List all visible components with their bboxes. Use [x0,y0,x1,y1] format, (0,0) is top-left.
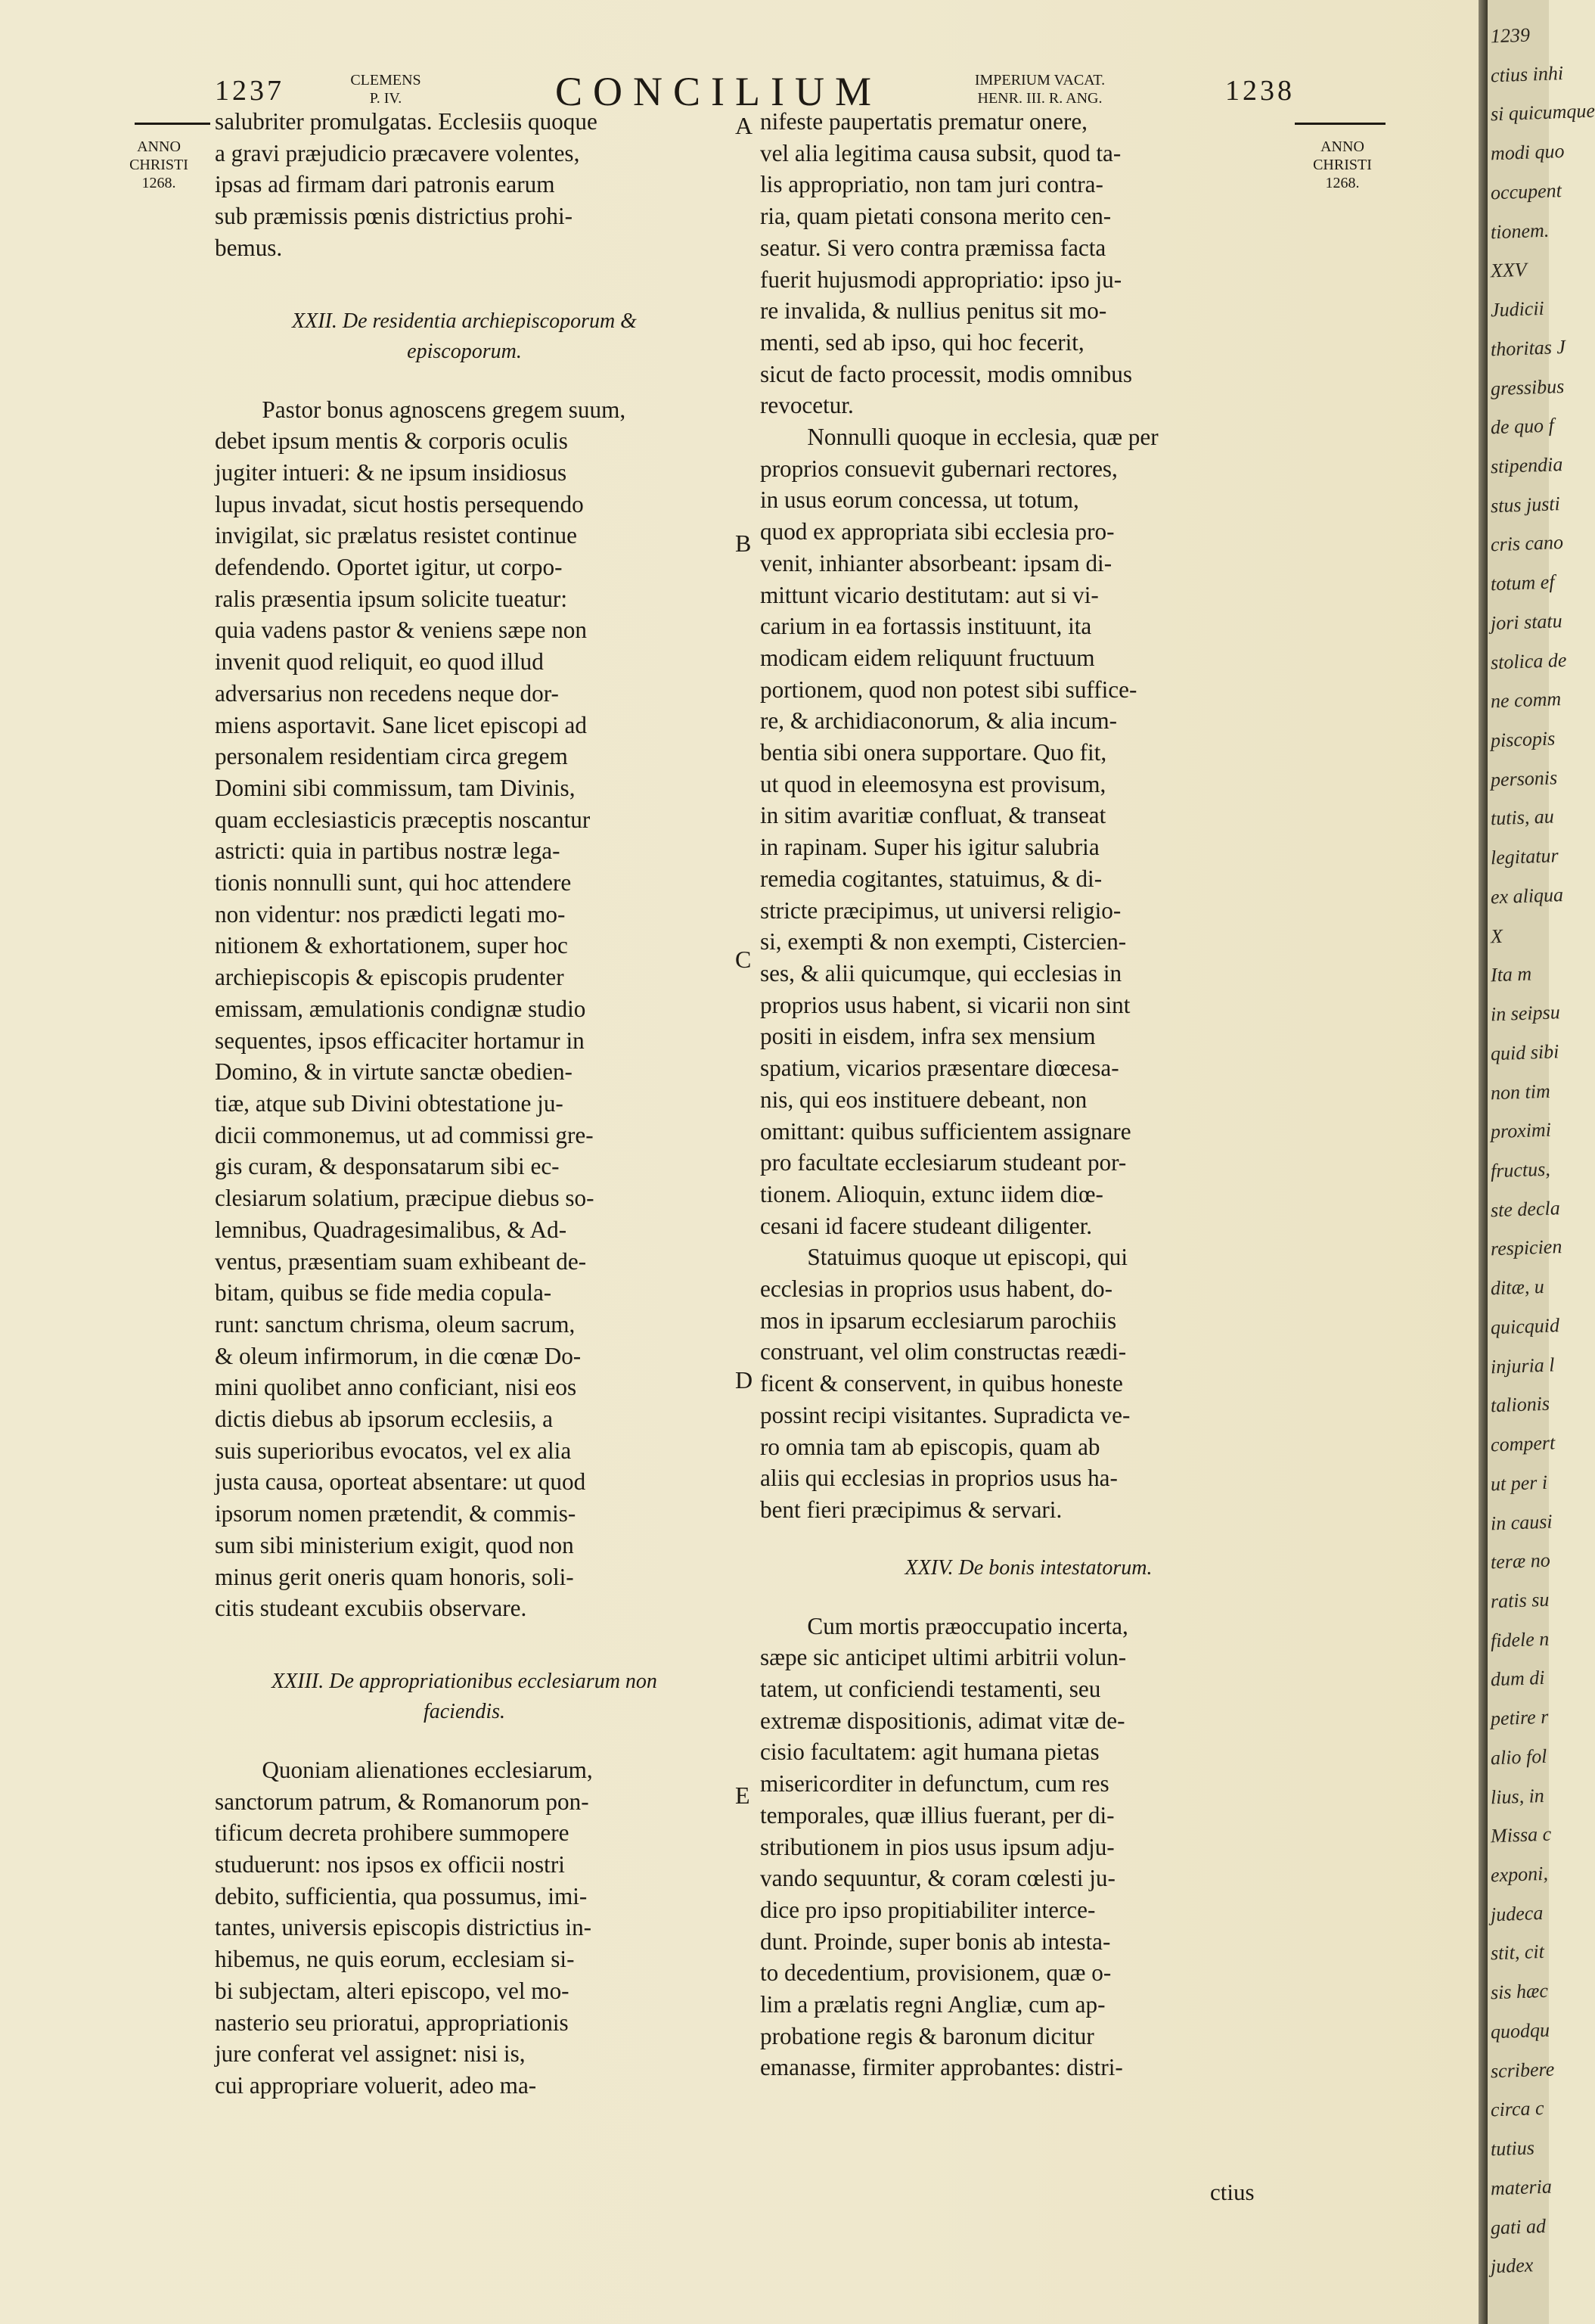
adjacent-page-fragment: stit, cit [1490,1940,1545,1965]
right-paragraph-1: nifeste paupertatis prematur onere, vel alia legitima causa subsit, quod ta- lis appropriatio, non tam juri contra- ria, quam pietati consona merito cen- seatur. Si vero contra præmissa facta fuerit hujusmodi appropriatio: ipso ju- re invalida, & nullius penitus sit mo- menti, sed ab ipso, qui hoc fecerit, sicut de facto processit, modis omnibus revocetur. [760,108,1132,419]
adjacent-page-fragment: exponi, [1490,1862,1549,1887]
section-marker-b: B [735,530,752,557]
adjacent-page-fragment: personis [1490,766,1558,791]
left-paragraph-1: salubriter promulgatas. Ecclesiis quoque a gravi præjudicio præcavere volentes, ipsas ad firmam dari patronis earum sub præmissis pœnis districtius prohi- bemus. [215,108,597,261]
adjacent-page-fragment: sis hæc [1490,1979,1549,2004]
right-margin-rule [1295,123,1386,125]
adjacent-page-fragment: ditæ, u [1490,1275,1545,1300]
adjacent-page-fragment: totum ef [1490,570,1555,595]
adjacent-page-edge [1488,0,1595,2324]
section-marker-a: A [735,112,753,139]
adjacent-page-fragment: stolica de [1490,648,1567,673]
adjacent-page-fragment: respicien [1490,1235,1562,1260]
adjacent-page-fragment: stipendia [1490,452,1563,478]
section-marker-e: E [735,1782,750,1809]
left-column [215,106,714,2102]
right-page-number: 1238 [1225,75,1295,107]
section-marker-d: D [735,1366,753,1393]
adjacent-page-fragment: cris cano [1490,531,1564,556]
right-margin-note [1301,138,1384,192]
pope-name: CLEMENS [350,72,421,89]
adjacent-page-fragment: non tim [1490,1080,1551,1104]
adjacent-page-fragment: ste decla [1490,1196,1561,1222]
page-title: CONCILIUM [555,69,882,114]
adjacent-page-fragment: occupent [1490,179,1562,204]
left-year: 1268. [141,175,176,191]
adjacent-page-fragment: ut per i [1490,1471,1548,1496]
heading-xxii: XXII. De residentia archiepiscoporum & episcoporum. [292,309,637,363]
adjacent-page-fragment: alio fol [1490,1745,1547,1769]
adjacent-page-fragment: jori statu [1490,609,1563,635]
adjacent-page-fragment: petire r [1490,1705,1549,1730]
pope-number: P. IV. [369,90,402,107]
adjacent-page-fragment: piscopis [1490,727,1556,752]
adjacent-page-fragment: Judicii [1490,297,1545,322]
adjacent-page-fragment: stus justi [1490,492,1561,517]
heading-xxiii: XXIII. De appropriationibus ecclesiarum non faciendis. [272,1669,657,1723]
adjacent-page-fragment: circa c [1490,2097,1544,2121]
adjacent-page-fragment: modi quo [1490,140,1565,165]
right-year: 1268. [1325,175,1360,191]
adjacent-page-fragment: quicquid [1490,1314,1560,1339]
adjacent-page-fragment: judex [1490,2254,1534,2278]
adjacent-page-fragment: fructus, [1490,1157,1551,1182]
adjacent-page-fragment: quid sibi [1490,1040,1559,1065]
adjacent-page-fragment: 1239 [1490,23,1531,48]
adjacent-page-fragment: tionem. [1490,219,1550,243]
left-paragraph-2: Pastor bonus agnoscens gregem suum, debet ipsum mentis & corporis oculis jugiter intueri: & ne ipsum insidiosus lupus invadat, sicut hostis persequendo invigilat, sic prælatus resistet continue defendendo. Oportet igitur, ut corpo- ralis præsentia ipsum solicite tueatur: quia vadens pastor & veniens sæpe non invenit quod reliquit, eo quod illud adversarius non recedens neque dor- miens asportavit. Sane licet episcopi ad personalem residentiam circa gregem Domini sibi commissum, tam Divinis, quam ecclesiasticis præceptis noscantur astricti: quia in partibus nostræ lega- tionis nonnulli sunt, qui hoc attendere non videntur: nos prædicti legati mo- nitionem & exhortationem, super hoc archiepiscopis & episcopis prudenter emissam, æmulationis condignæ studio sequentes, ipsos efficaciter hortamur in Domino, & in virtute sanctæ obedien- tiæ, atque sub Divini obtestatione ju- dicii commonemus, ut ad commissi gre- gis curam, & desponsatarum sibi ec- clesiarum solatium, præcipue diebus so- lemnibus, Quadragesimalibus, & Ad- ventus, præsentiam suam exhibeant de- bitam, quibus se fide media copula- runt: sanctum chrisma, oleum sacrum, & oleum infirmorum, in die cœnæ Do- mini quolibet anno conficiant, nisi eos dictis diebus ab ipsorum ecclesiis, a suis superioribus evocatos, vel ex alia justa causa, oporteat absentare: ut quod ipsorum nomen prætendit, & commis- sum sibi ministerium exigit, quod non minus gerit oneris quam honoris, soli- citis studeant excubiis observare. [215,396,626,1622]
adjacent-page-fragment: gressibus [1490,374,1565,399]
adjacent-page-fragment: judeca [1490,1901,1544,1926]
book-gutter [1479,0,1488,2324]
right-paragraph-3: Statuimus quoque ut episcopi, qui ecclesias in proprios usus habent, do- mos in ipsarum ecclesiarum parochiis construant, vel olim constructas reædi- ficent & conservent, in quibus honeste possint recipi visitantes. Supradicta ve- ro omnia tam ab episcopis, quam ab aliis qui ecclesias in proprios usus ha- bent fieri præcipimus & servari. [760,1244,1131,1523]
adjacent-page-fragment: lius, in [1490,1784,1545,1808]
adjacent-page-fragment: tutius [1490,2136,1535,2161]
left-page-number: 1237 [215,75,284,107]
adjacent-page-fragment: ratis su [1490,1588,1550,1613]
right-paragraph-2: Nonnulli quoque in ecclesia, quæ per proprios consuevit gubernari rectores, in usus eorum concessa, ut totum, quod ex appropriata sibi ecclesia pro- venit, inhianter absorbeant: ipsam di- mittunt vicario destitutam: aut si vi- carium in ea fortassis instituunt, ita modicam eidem reliquunt fructuum portionem, quod non potest sibi suffice- re, & archidiaconorum, & alia incum- bentia sibi onera supportare. Quo fit, ut quod in eleemosyna est provisum, in sitim avaritiæ confluat, & transeat in rapinam. Super his igitur salubria remedia cogitantes, statuimus, & di- stricte præcipimus, ut universi religio- si, exempti & non exempti, Cistercien- ses, & alii quicumque, qui ecclesias in proprios usus habent, si vicarii non sint positi in eisdem, infra sex mensium spatium, vicarios præsentare diœcesa- nis, qui eos instituere debeant, non omittant: quibus sufficientem assignare pro facultate ecclesiarum studeant por- tionem. Alioquin, extunc iidem diœ- cesani id facere studeant diligenter. [760,424,1159,1239]
adjacent-page-fragment: ne comm [1490,688,1562,713]
adjacent-page-fragment: ex aliqua [1490,883,1564,909]
adjacent-page-fragment: in causi [1490,1510,1553,1534]
right-column [760,106,1297,2083]
catchword: ctius [1210,2179,1255,2205]
adjacent-page-fragment: tutis, au [1490,805,1555,830]
adjacent-page-fragment: X [1490,924,1503,947]
adjacent-page-fragment: de quo f [1490,414,1555,439]
adjacent-page-fragment: materia [1490,2175,1553,2200]
adjacent-page-fragment: scribere [1490,2058,1555,2082]
left-anno: ANNO [137,138,181,155]
right-paragraph-4: Cum mortis præoccupatio incerta, sæpe sic anticipet ultimi arbitrii volun- tatem, ut conficiendi testamenti, seu extremæ dispositionis, adimat vitæ de- cisio facultatem: agit humana pietas misericorditer in defunctum, cum res temporales, quæ illius fuerant, per di- stributionem in pios usus ipsum adju- vando sequuntur, & coram cœlesti ju- dice pro ipso propitiabiliter interce- dunt. Proinde, super bonis ab intesta- to decedentium, provisionem, quæ o- lim a prælatis regni Angliæ, cum ap- probatione regis & baronum dicitur emanasse, firmiter approbantes: distri- [760,1612,1128,2081]
heading-xxiv: XXIV. De bonis intestatorum. [905,1555,1153,1580]
adjacent-page-fragment: gati ad [1490,2214,1547,2239]
right-anno: ANNO [1320,138,1364,155]
section-marker-c: C [735,946,752,973]
left-margin-note [117,138,200,192]
adjacent-page-fragment: proximi [1490,1118,1552,1143]
adjacent-page-fragment: thoritas J [1490,335,1566,361]
adjacent-page-fragment: fidele n [1490,1627,1550,1652]
adjacent-page-fragment: si quicumque [1490,99,1595,126]
adjacent-page-fragment: dum di [1490,1667,1545,1691]
adjacent-page-fragment: teræ no [1490,1549,1551,1574]
adjacent-page-fragment: ctius inhi [1490,61,1564,87]
kings-label: HENR. III. R. ANG. [977,90,1103,107]
adjacent-page-fragment: in seipsu [1490,1001,1561,1026]
pope-label [333,71,439,107]
adjacent-page-fragment: legitatur [1490,844,1559,869]
adjacent-page-fragment: XXV [1490,259,1528,282]
left-margin-rule [135,123,210,125]
adjacent-page-fragment: compert [1490,1431,1556,1456]
adjacent-page-fragment: Ita m [1490,962,1532,986]
reign-label [904,71,1176,107]
left-paragraph-3: Quoniam alienationes ecclesiarum, sanctorum patrum, & Romanorum pon- tificum decreta prohibere summopere studuerunt: nos ipsos ex officii nostri debito, sufficientia, qua possumus, imi- tantes, universis episcopis districtius in- hibemus, ne quis eorum, ecclesiam si- bi subjectam, alteri episcopo, vel mo- nasterio seu prioratui, appropriationis jure conferat vel assignet: nisi is, cui appropriare voluerit, adeo ma- [215,1756,593,2099]
empire-label: IMPERIUM VACAT. [974,72,1106,89]
left-christi: CHRISTI [129,157,188,173]
adjacent-page-fragment: talionis [1490,1392,1550,1417]
adjacent-page-fragment: injuria l [1490,1353,1555,1378]
adjacent-page-fragment: Missa c [1490,1822,1552,1847]
adjacent-page-fragment: quodqu [1490,2018,1550,2043]
right-christi: CHRISTI [1313,157,1372,173]
